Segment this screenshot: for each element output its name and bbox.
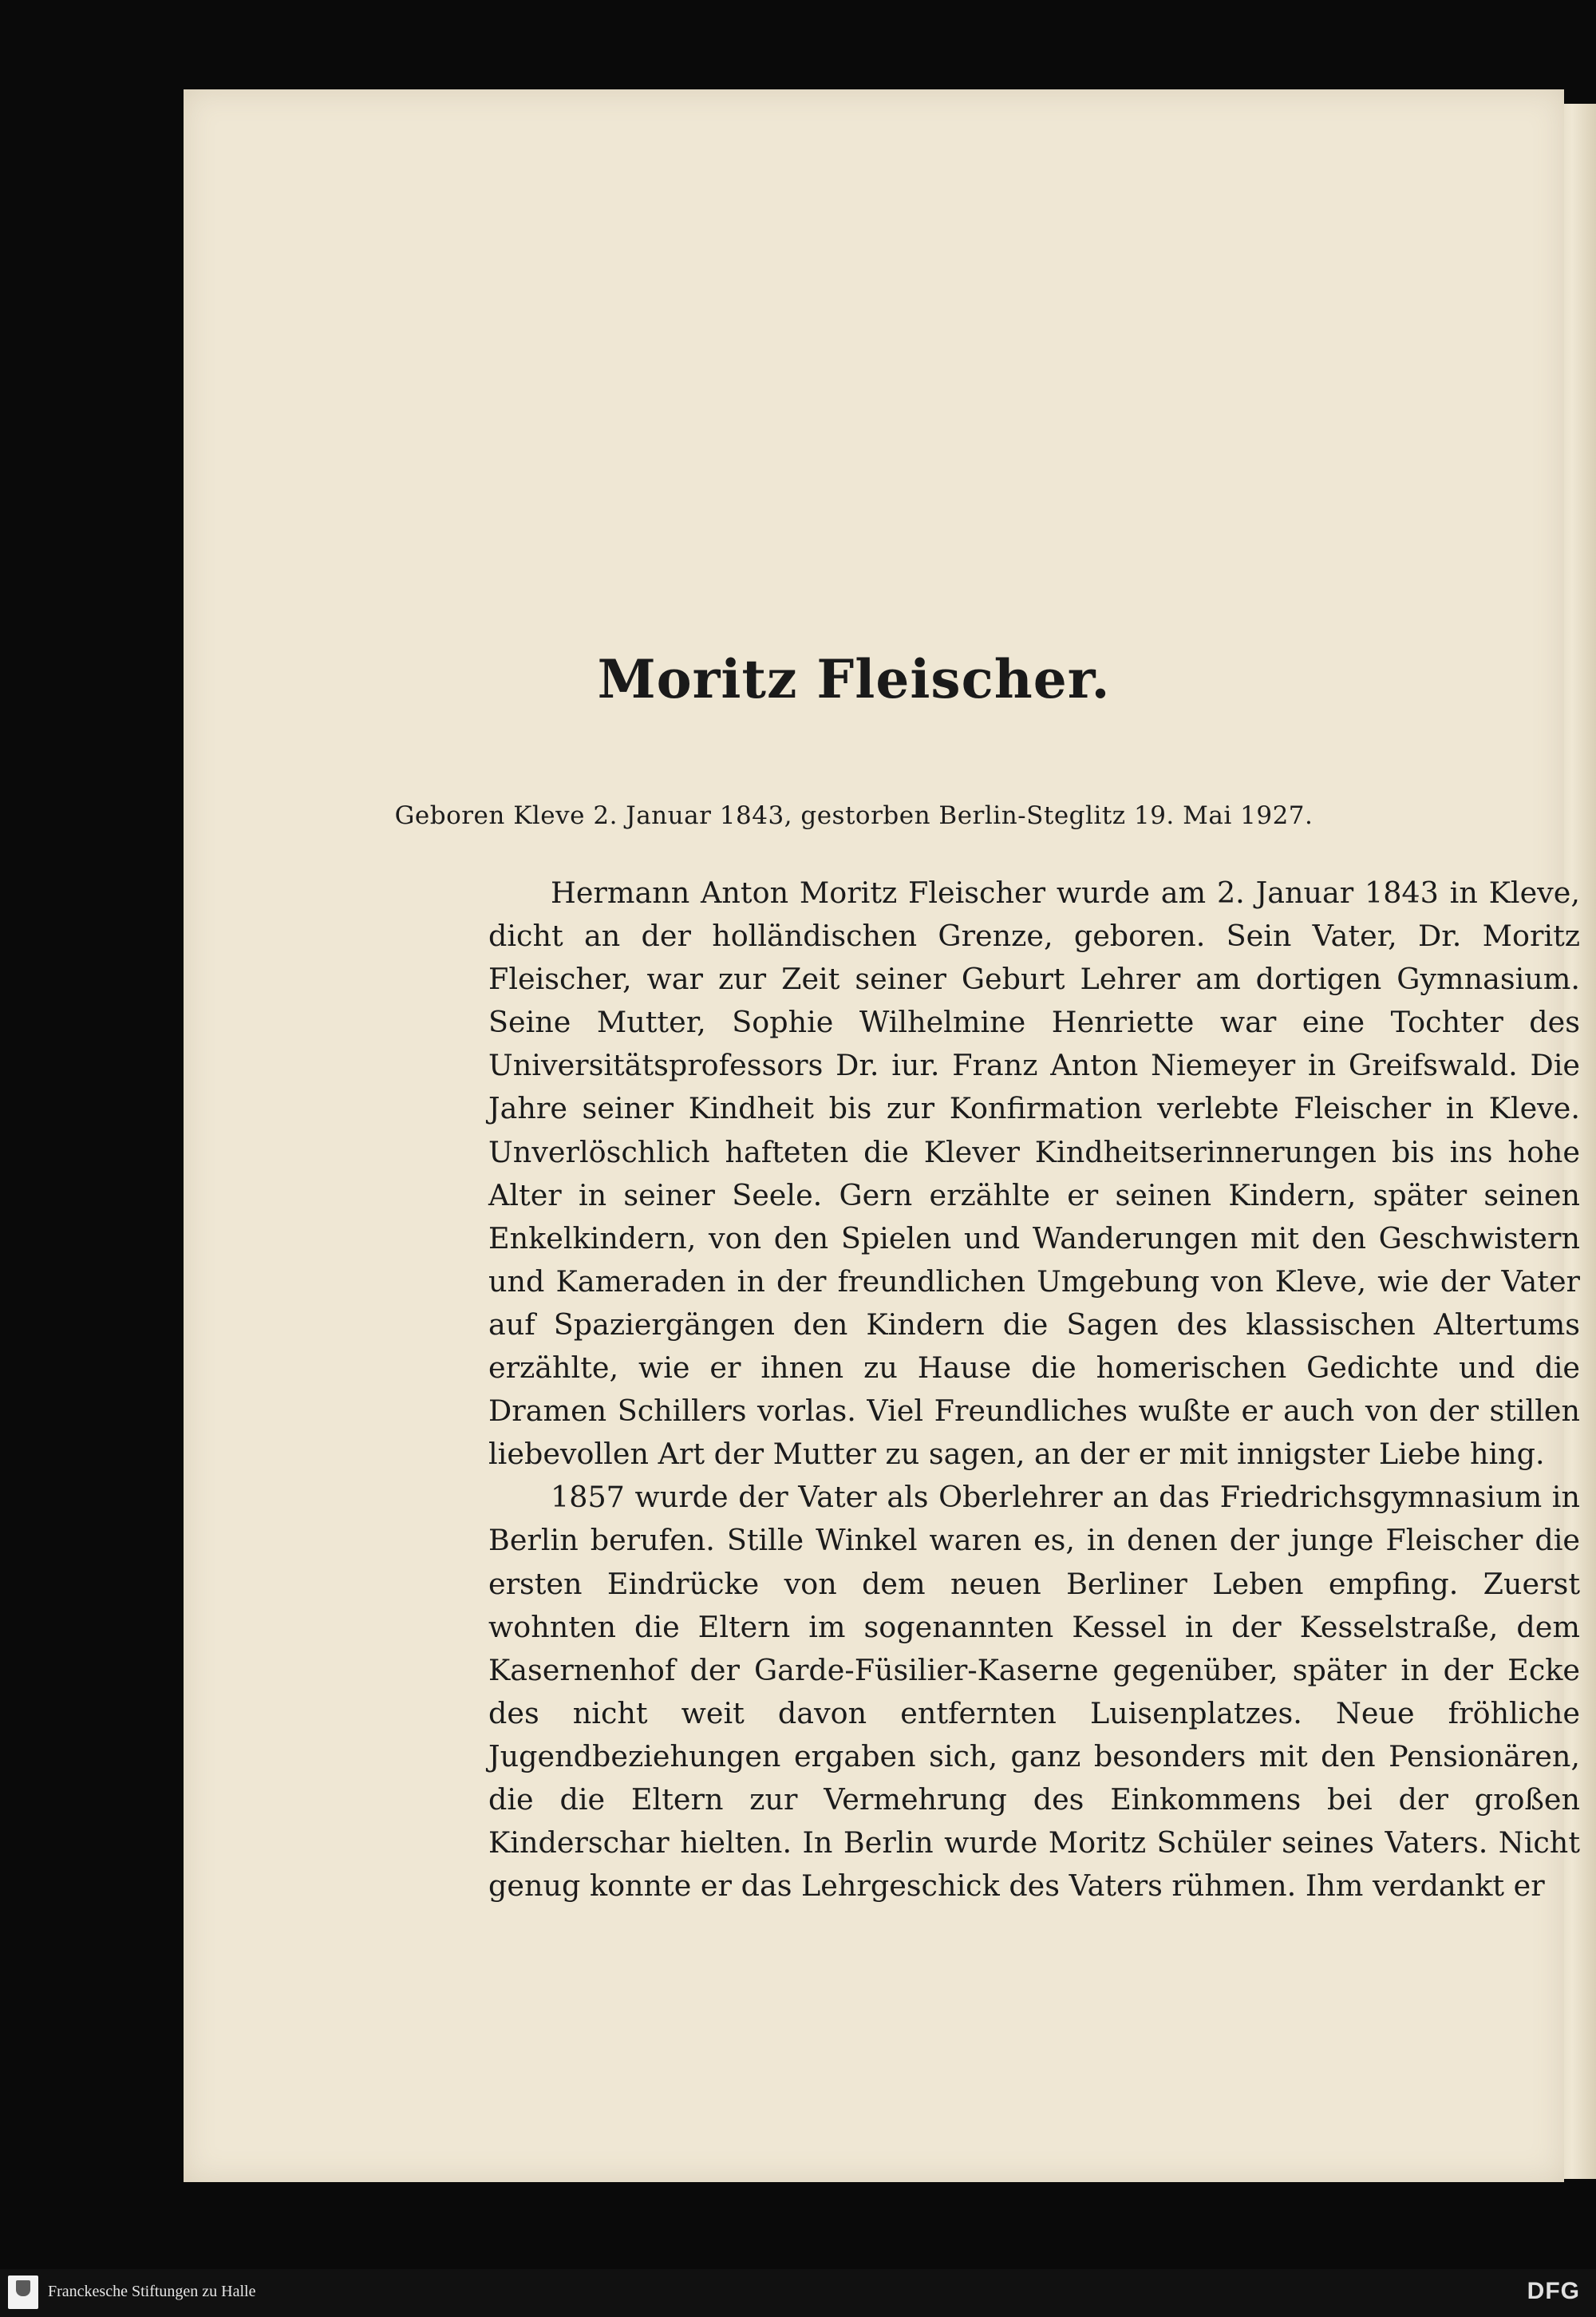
scanned-page [184,89,1580,2182]
dfg-brand[interactable]: DFG [1527,2278,1580,2304]
page-title: Moritz Fleischer. [597,648,1111,710]
body-text [488,872,1580,1908]
page-subtitle: Geboren Kleve 2. Januar 1843, gestorben Berlin-Steglitz 19. Mai 1927. [394,801,1314,830]
institution-name[interactable]: Franckesche Stiftungen zu Halle [48,2283,256,2300]
logo-mark [16,2280,30,2296]
paragraph-1: Hermann Anton Moritz Fleischer wurde am 2. Januar 1843 in Kleve, dicht an der holländischen Grenze, geboren. Sein Vater, Dr. Moritz Fleischer, war zur Zeit seiner Geburt Lehrer am dortigen Gymnasium. Seine Mutter, Sophie Wilhelmine Henriette war eine Tochter des Universitätsprofessors Dr. iur. Franz Anton Niemeyer in Greifswald. Die Jahre seiner Kindheit bis zur Konfirmation verlebte Fleischer in Kleve. Unverlöschlich hafteten die Klever Kindheitserinnerungen bis ins hohe Alter in seiner Seele. Gern erzählte er seinen Kindern, später seinen Enkelkindern, von den Spielen und Wanderungen mit den Geschwistern und Kameraden in der freundlichen Umgebung von Kleve, wie der Vater auf Spaziergängen den Kindern die Sagen des klassischen Altertums erzählte, wie er ihnen zu Hause die homerischen Gedichte und die Dramen Schillers vorlas. Viel Freundliches wußte er auch von der stillen liebevollen Art der Mutter zu sagen, an der er mit innigster Liebe hing. [488,876,1580,1472]
paragraph-2: 1857 wurde der Vater als Oberlehrer an das Friedrichsgymnasium in Berlin berufen. Stille Winkel waren es, in denen der junge Fleischer die ersten Eindrücke von dem neuen Berliner Leben empfing. Zuerst wohnten die Eltern im sogenannten Kessel in der Kesselstraße, dem Kasernenhof der Garde-Füsilier-Kaserne gegenüber, später in der Ecke des nicht weit davon entfernten Luisenplatzes. Neue fröhliche Jugendbeziehungen ergaben sich, ganz besonders mit den Pensionären, die die Eltern zur Vermehrung des Einkommens bei der großen Kinderschar hielten. In Berlin wurde Moritz Schüler seines Vaters. Nicht genug konnte er das Lehrgeschick des Vaters rühmen. Ihm verdankt er [488,1480,1580,1904]
viewer-footer [0,2269,1596,2317]
institution-logo-icon[interactable] [8,2275,38,2309]
